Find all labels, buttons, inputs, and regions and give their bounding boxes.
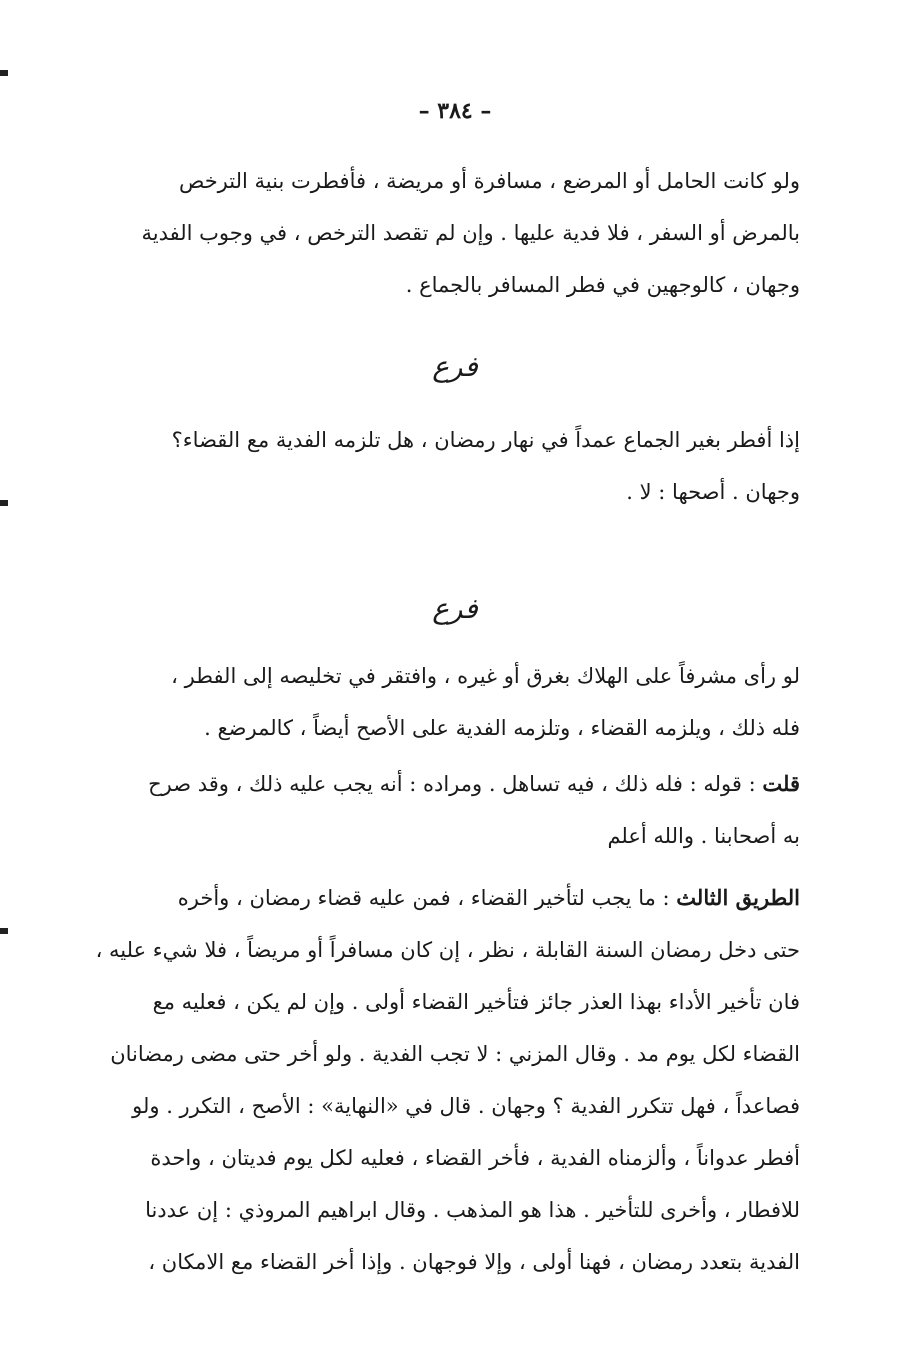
paragraph-line: لو رأى مشرفاً على الهلاك بغرق أو غيره ، وافتقر في تخليصه إلى الفطر ، [171,664,800,688]
section-heading-far: فرع [432,350,478,383]
paragraph-line: الفدية بتعدد رمضان ، فهنا أولى ، وإلا فوجهان . وإذا أخر القضاء مع الامكان ، [148,1250,800,1274]
paragraph-line: الطريق الثالث : ما يجب لتأخير القضاء ، فمن عليه قضاء رمضان ، وأخره [177,885,800,910]
paragraph-line: أفطر عدواناً ، وألزمناه الفدية ، فأخر القضاء ، فعليه لكل يوم فديتان ، واحدة [150,1146,800,1170]
paragraph-line: القضاء لكل يوم مد . وقال المزني : لا تجب الفدية . ولو أخر حتى مضى رمضانان [110,1042,800,1066]
paragraph-non-intercourse-breaking [88,414,800,518]
note-line: قلت : قوله : فله ذلك ، فيه تساهل . ومراده : أنه يجب عليه ذلك ، وقد صرح [148,771,800,796]
section-lead: الطريق الثالث [676,885,800,910]
note-lead: قلت [762,771,800,796]
page-number: – ٣٨٤ – [418,98,492,124]
paragraph-line: فصاعداً ، فهل تتكرر الفدية ؟ وجهان . قال في «النهاية» : الأصح ، التكرر . ولو [132,1094,800,1118]
paragraph-line: ولو كانت الحامل أو المرضع ، مسافرة أو مريضة ، فأفطرت بنية الترخص [178,169,800,193]
paragraph-line: إذا أفطر بغير الجماع عمداً في نهار رمضان ، هل تلزمه الفدية مع القضاء؟ [171,428,800,452]
margin-mark-middle [0,500,8,506]
paragraph-line: بالمرض أو السفر ، فلا فدية عليها . وإن لم تقصد الترخص ، في وجوب الفدية [141,221,800,245]
paragraph-line: فله ذلك ، ويلزمه القضاء ، وتلزمه الفدية على الأصح أيضاً ، كالمرضع . [204,716,800,740]
margin-mark-top [0,70,8,76]
section-heading-far: فرع [432,592,478,625]
paragraph-line: وجهان . أصحها : لا . [626,480,800,504]
paragraph-pregnant-nursing [88,155,800,311]
paragraph-rescue [88,650,800,754]
paragraph-line: للافطار ، وأخرى للتأخير . هذا هو المذهب . وقال ابراهيم المروذي : إن عددنا [145,1198,800,1222]
note-line: به أصحابنا . والله أعلم [607,824,800,848]
paragraph-third-way [88,872,800,1288]
paragraph-line: فان تأخير الأداء بهذا العذر جائز فتأخير القضاء أولى . وإن لم يكن ، فعليه مع [152,990,800,1014]
author-note [88,758,800,862]
paragraph-line: وجهان ، كالوجهين في فطر المسافر بالجماع . [405,273,800,297]
paragraph-line: حتى دخل رمضان السنة القابلة ، نظر ، إن كان مسافراً أو مريضاً ، فلا شيء عليه ، [95,938,800,962]
margin-mark-lower [0,928,8,934]
